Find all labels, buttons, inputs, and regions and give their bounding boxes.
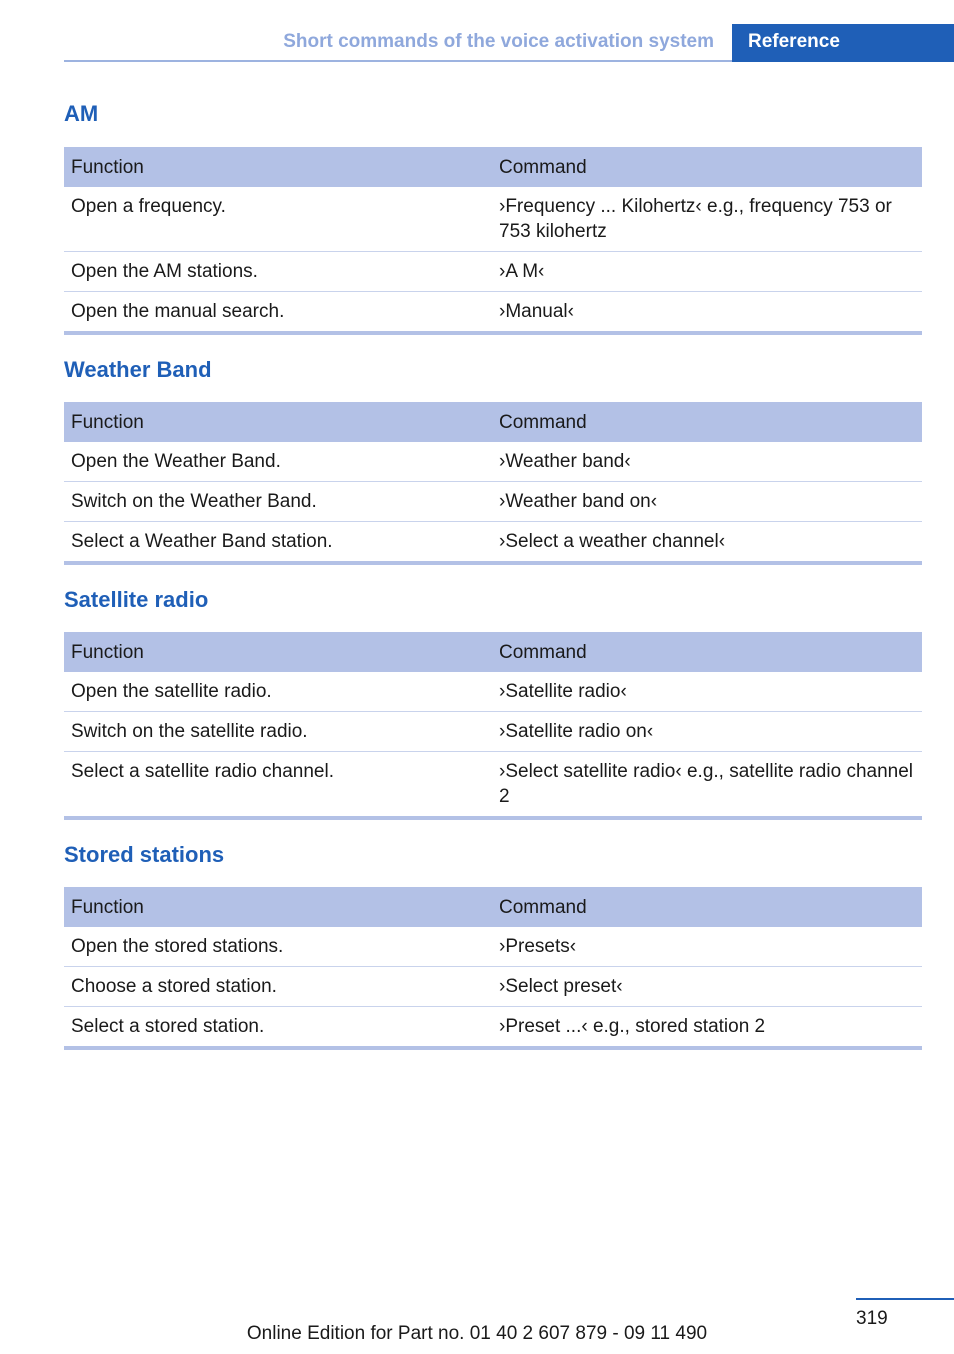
function-cell: Open the manual search.	[64, 292, 492, 334]
table-row	[64, 712, 922, 752]
function-cell: Open the satellite radio.	[71, 681, 272, 702]
command-cell: ›Preset ...‹ e.g., stored station 2	[492, 1007, 922, 1049]
footer-edition-note: Online Edition for Part no. 01 40 2 607 879 - 09 11 490	[246, 1323, 708, 1344]
column-header-command: Command	[492, 632, 922, 672]
table-row	[64, 672, 922, 712]
function-cell: Select a Weather Band station.	[64, 522, 492, 564]
function-cell: Open the AM stations.	[64, 252, 492, 292]
am-command-table	[64, 147, 922, 335]
header-section-title: Short commands of the voice activation system	[283, 31, 714, 52]
stored-stations-command-table	[64, 887, 922, 1050]
table-header-row	[64, 147, 922, 187]
command-cell: ›Manual‹	[492, 292, 922, 334]
function-cell: Select a stored station.	[64, 1007, 492, 1049]
command-cell: ›A M‹	[492, 252, 922, 292]
command-cell: ›Satellite radio on‹	[492, 712, 922, 752]
column-header-command: Command	[492, 147, 922, 187]
column-header-command: Command	[492, 887, 922, 927]
column-header-function: Function	[64, 887, 492, 927]
command-cell: ›Weather band‹	[499, 451, 631, 472]
table-row	[64, 967, 922, 1007]
table-header-row	[64, 887, 922, 927]
table-row	[64, 187, 922, 252]
section-title-weather-band: Weather Band	[64, 357, 212, 382]
column-header-command: Command	[492, 402, 922, 442]
function-cell: Open a frequency.	[71, 196, 226, 217]
table-header-row	[64, 402, 922, 442]
section-title-stored-stations: Stored stations	[64, 842, 225, 867]
section-title-satellite-radio: Satellite radio	[64, 587, 209, 612]
function-cell: Choose a stored station.	[64, 967, 492, 1007]
page-number-rule	[856, 1298, 954, 1300]
table-row	[64, 752, 922, 819]
command-cell: ›Select a weather channel‹	[492, 522, 922, 564]
reference-tab[interactable]: Reference	[732, 24, 954, 62]
function-cell: Open the stored stations.	[71, 936, 284, 957]
function-cell: Switch on the Weather Band.	[64, 482, 492, 522]
command-cell: ›Frequency ... Kilohertz‹ e.g., frequency 753 or 753 kilohertz	[499, 196, 892, 242]
command-cell: ›Presets‹	[499, 936, 577, 957]
column-header-function: Function	[64, 402, 492, 442]
column-header-function: Function	[64, 147, 492, 187]
page-number: 319	[856, 1308, 888, 1329]
function-cell: Select a satellite radio channel.	[64, 752, 492, 819]
page-header	[64, 24, 954, 62]
table-row	[64, 482, 922, 522]
command-cell: ›Select preset‹	[492, 967, 922, 1007]
function-cell: Open the Weather Band.	[71, 451, 281, 472]
table-header-row	[64, 632, 922, 672]
command-cell: ›Weather band on‹	[492, 482, 922, 522]
table-row	[64, 1007, 922, 1049]
function-cell: Switch on the satellite radio.	[64, 712, 492, 752]
satellite-radio-command-table	[64, 632, 922, 820]
column-header-function: Function	[64, 632, 492, 672]
weather-band-command-table	[64, 402, 922, 565]
table-row	[64, 442, 922, 482]
table-row	[64, 252, 922, 292]
header-rule	[64, 60, 732, 62]
table-row	[64, 522, 922, 564]
table-row	[64, 292, 922, 334]
section-title-am: AM	[64, 101, 99, 126]
command-cell: ›Select satellite radio‹ e.g., satellite radio channel 2	[492, 752, 922, 819]
table-row	[64, 927, 922, 967]
command-cell: ›Satellite radio‹	[499, 681, 627, 702]
